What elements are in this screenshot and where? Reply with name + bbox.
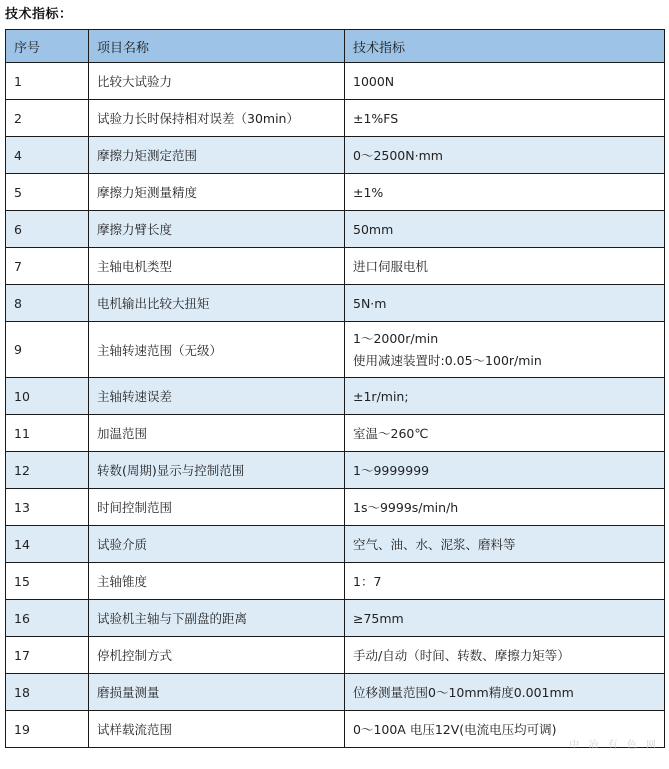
row-spec-value: 0～100A 电压12V(电流电压均可调): [345, 711, 665, 748]
header-item: 项目名称: [89, 30, 345, 63]
row-spec-value: 室温～260℃: [345, 415, 665, 452]
row-spec-line-2: 使用减速装置时:0.05～100r/min: [353, 352, 542, 368]
table-row: [6, 452, 665, 489]
row-number: 13: [6, 489, 89, 526]
row-number: 9: [6, 322, 89, 378]
row-number: 17: [6, 637, 89, 674]
row-spec-value: 50mm: [345, 211, 665, 248]
table-row: [6, 674, 665, 711]
watermark: 中 冶 有 色 网: [569, 740, 659, 751]
row-item-name: 加温范围: [89, 415, 345, 452]
header-no: 序号: [6, 30, 89, 63]
table-row: [6, 322, 665, 378]
row-item-name: 主轴转速范围（无级）: [89, 322, 345, 378]
table-row: [6, 63, 665, 100]
row-spec-value: 0～2500N·mm: [345, 137, 665, 174]
row-item-name: 主轴电机类型: [89, 248, 345, 285]
header-row: [6, 30, 665, 63]
table-row: [6, 563, 665, 600]
table-row: [6, 637, 665, 674]
row-item-name: 时间控制范围: [89, 489, 345, 526]
row-item-name: 停机控制方式: [89, 637, 345, 674]
row-item-name: 转数(周期)显示与控制范围: [89, 452, 345, 489]
row-number: 18: [6, 674, 89, 711]
row-spec-value: 1：7: [345, 563, 665, 600]
row-number: 2: [6, 100, 89, 137]
document-title: 技术指标：: [5, 7, 73, 22]
row-item-name: 磨损量测量: [89, 674, 345, 711]
row-spec-value: 5N·m: [345, 285, 665, 322]
table-row: [6, 711, 665, 748]
table-row: [6, 285, 665, 322]
row-spec-value: 进口伺服电机: [345, 248, 665, 285]
row-item-name: 比较大试验力: [89, 63, 345, 100]
row-number: 16: [6, 600, 89, 637]
table-row: [6, 100, 665, 137]
row-spec-value: ±1%: [345, 174, 665, 211]
row-number: 19: [6, 711, 89, 748]
row-number: 7: [6, 248, 89, 285]
header-spec: 技术指标: [345, 30, 665, 63]
row-number: 11: [6, 415, 89, 452]
row-spec-value: 1000N: [345, 63, 665, 100]
spec-table-body: [6, 63, 665, 748]
spec-table-header: [6, 30, 665, 63]
row-number: 6: [6, 211, 89, 248]
row-spec-value: ≥75mm: [345, 600, 665, 637]
row-number: 14: [6, 526, 89, 563]
row-number: 4: [6, 137, 89, 174]
row-spec-value: 位移测量范围0～10mm精度0.001mm: [345, 674, 665, 711]
row-number: 15: [6, 563, 89, 600]
row-item-name: 主轴转速误差: [89, 378, 345, 415]
row-spec-value: 手动/自动（时间、转数、摩擦力矩等）: [345, 637, 665, 674]
row-item-name: 试验介质: [89, 526, 345, 563]
row-item-name: 电机输出比较大扭矩: [89, 285, 345, 322]
row-item-name: 试验机主轴与下副盘的距离: [89, 600, 345, 637]
row-item-name: 摩擦力矩测量精度: [89, 174, 345, 211]
table-row: [6, 415, 665, 452]
spec-table: [5, 29, 665, 748]
row-item-name: 试验力长时保持相对误差（30min）: [89, 100, 345, 137]
table-row: [6, 378, 665, 415]
row-number: 5: [6, 174, 89, 211]
table-row: [6, 489, 665, 526]
table-row: [6, 248, 665, 285]
row-item-name: 主轴锥度: [89, 563, 345, 600]
row-item-name: 试样载流范围: [89, 711, 345, 748]
table-row: [6, 211, 665, 248]
row-spec-value: ±1r/min;: [345, 378, 665, 415]
row-spec-value: 1s～9999s/min/h: [345, 489, 665, 526]
row-item-name: 摩擦力臂长度: [89, 211, 345, 248]
row-spec-value: 空气、油、水、泥浆、磨料等: [345, 526, 665, 563]
row-spec-line-1: 1～2000r/min: [353, 330, 439, 346]
row-number: 8: [6, 285, 89, 322]
table-row: [6, 526, 665, 563]
row-spec-value: ±1%FS: [345, 100, 665, 137]
row-spec-value: 1～9999999: [345, 452, 665, 489]
table-row: [6, 174, 665, 211]
table-row: [6, 137, 665, 174]
row-spec-value: [345, 322, 665, 378]
row-item-name: 摩擦力矩测定范围: [89, 137, 345, 174]
row-number: 10: [6, 378, 89, 415]
table-row: [6, 600, 665, 637]
row-number: 12: [6, 452, 89, 489]
row-number: 1: [6, 63, 89, 100]
